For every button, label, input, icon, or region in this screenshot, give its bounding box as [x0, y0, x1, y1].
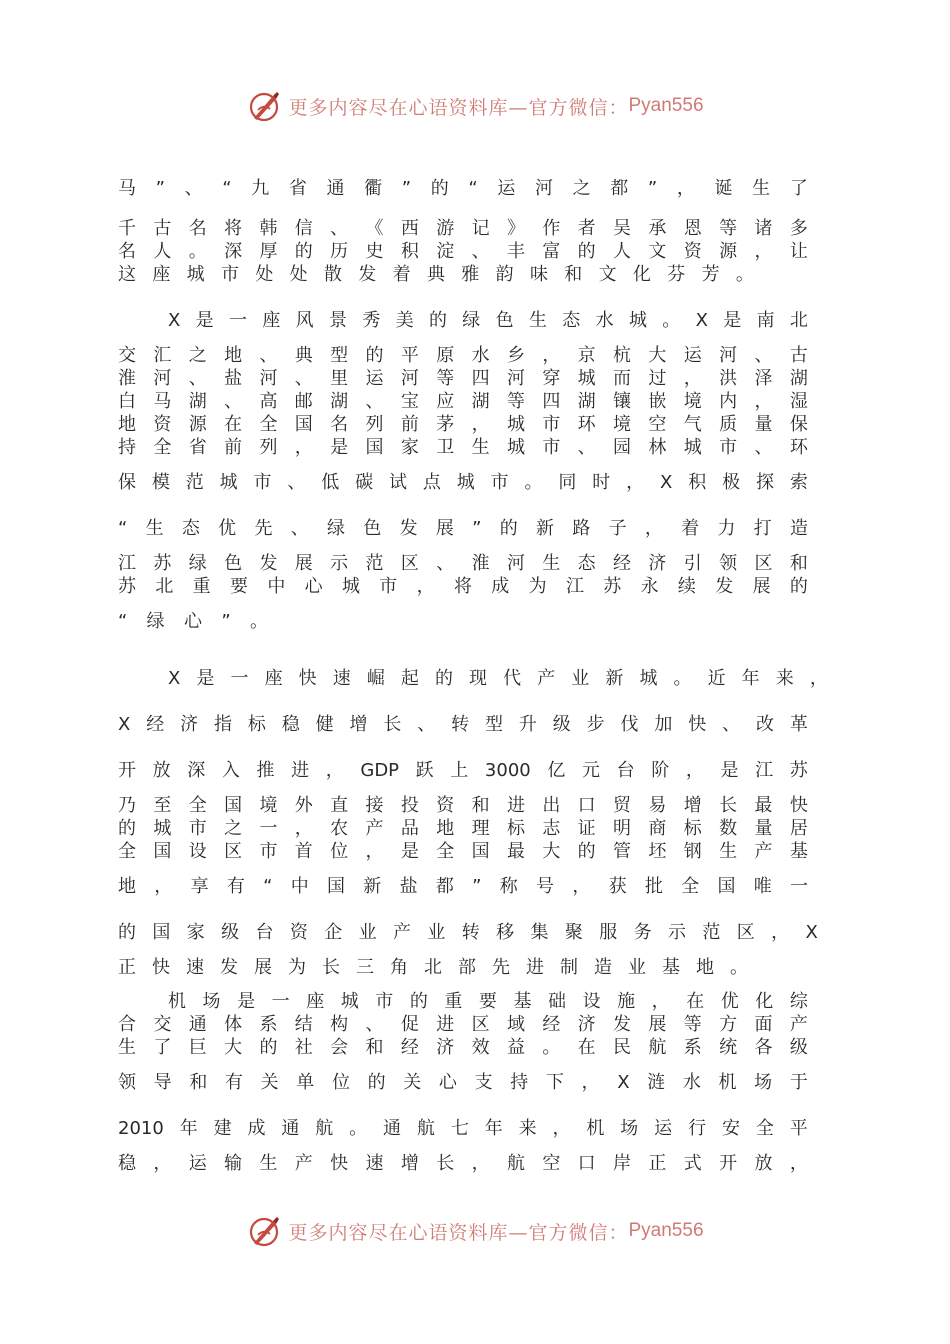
header-banner — [0, 86, 950, 126]
text-line: 的 国 家 级 台 资 企 业 产 业 转 移 集 聚 服 务 示 范 区 ， X — [118, 922, 818, 943]
text-line: 领 导 和 有 关 单 位 的 关 心 支 持 下 ， X 涟 水 机 场 于 — [118, 1072, 808, 1093]
text-line: 这 座 城 市 处 处 散 发 着 典 雅 韵 味 和 文 化 芬 芳 。 — [118, 264, 754, 285]
pen-logo-icon — [246, 1213, 282, 1249]
text-line: 合 交 通 体 系 结 构 、 促 进 区 域 经 济 发 展 等 方 面 产 — [118, 1014, 808, 1035]
banner-wechat-id: Pyan556 — [628, 95, 704, 116]
text-line: 持 全 省 前 列 ， 是 国 家 卫 生 城 市 、 园 林 城 市 、 环 — [118, 437, 808, 458]
text-line: 江 苏 绿 色 发 展 示 范 区 、 淮 河 生 态 经 济 引 领 区 和 — [118, 553, 808, 574]
text-line: 全 国 设 区 市 首 位 ， 是 全 国 最 大 的 管 坯 钢 生 产 基 — [118, 841, 808, 862]
text-line: 马 ” 、 “ 九 省 通 衢 ” 的 “ 运 河 之 都 ” ， 诞 生 了 — [118, 178, 808, 199]
text-line: 2010 年 建 成 通 航 。 通 航 七 年 来 ， 机 场 运 行 安 全 平 — [118, 1118, 808, 1139]
text-line: 机 场 是 一 座 城 市 的 重 要 基 础 设 施 ， 在 优 化 综 — [168, 991, 808, 1012]
pen-logo-icon — [246, 88, 282, 124]
text-line: 乃 至 全 国 境 外 直 接 投 资 和 进 出 口 贸 易 增 长 最 快 — [118, 795, 808, 816]
banner-wechat-id: Pyan556 — [628, 1220, 704, 1241]
text-line: 淮 河 、 盐 河 、 里 运 河 等 四 河 穿 城 而 过 ， 洪 泽 湖 — [118, 368, 808, 389]
text-line: 保 模 范 城 市 、 低 碳 试 点 城 市 。 同 时 ， X 积 极 探 索 — [118, 472, 808, 493]
text-line: 开 放 深 入 推 进 ， GDP 跃 上 3000 亿 元 台 阶 ， 是 江 苏 — [118, 760, 808, 781]
text-line: 地 ， 享 有 “ 中 国 新 盐 都 ” 称 号 ， 获 批 全 国 唯 一 — [118, 876, 808, 897]
text-line: 白 马 湖 、 高 邮 湖 、 宝 应 湖 等 四 湖 镶 嵌 境 内 ， 湿 — [118, 391, 808, 412]
text-line: 地 资 源 在 全 国 名 列 前 茅 ， 城 市 环 境 空 气 质 量 保 — [118, 414, 808, 435]
banner-text: 更多内容尽在心语资料库—官方微信： — [288, 96, 629, 119]
text-line: 正 快 速 发 展 为 长 三 角 北 部 先 进 制 造 业 基 地 。 — [118, 957, 748, 978]
text-line: “ 绿 心 ” 。 — [118, 611, 268, 632]
text-line: 千 古 名 将 韩 信 、 《 西 游 记 》 作 者 吴 承 恩 等 诸 多 — [118, 218, 808, 239]
footer-banner — [0, 1211, 950, 1251]
text-line: X 经 济 指 标 稳 健 增 长 、 转 型 升 级 步 伐 加 快 、 改 革 — [118, 714, 808, 735]
text-line: X 是 一 座 风 景 秀 美 的 绿 色 生 态 水 城 。 X 是 南 北 — [168, 310, 808, 331]
text-line: 稳 ， 运 输 生 产 快 速 增 长 ， 航 空 口 岸 正 式 开 放 ， — [118, 1153, 808, 1174]
text-line: 苏 北 重 要 中 心 城 市 ， 将 成 为 江 苏 永 续 发 展 的 — [118, 576, 808, 597]
text-line: “ 生 态 优 先 、 绿 色 发 展 ” 的 新 路 子 ， 着 力 打 造 — [118, 518, 808, 539]
banner-text: 更多内容尽在心语资料库—官方微信： — [288, 1221, 629, 1244]
text-line: 生 了 巨 大 的 社 会 和 经 济 效 益 。 在 民 航 系 统 各 级 — [118, 1037, 808, 1058]
text-line: X 是 一 座 快 速 崛 起 的 现 代 产 业 新 城 。 近 年 来 ， — [168, 668, 828, 689]
text-line: 名 人 。 深 厚 的 历 史 积 淀 、 丰 富 的 人 文 资 源 ， 让 — [118, 241, 808, 262]
text-line: 交 汇 之 地 、 典 型 的 平 原 水 乡 ， 京 杭 大 运 河 、 古 — [118, 345, 808, 366]
text-line: 的 城 市 之 一 ， 农 产 品 地 理 标 志 证 明 商 标 数 量 居 — [118, 818, 808, 839]
